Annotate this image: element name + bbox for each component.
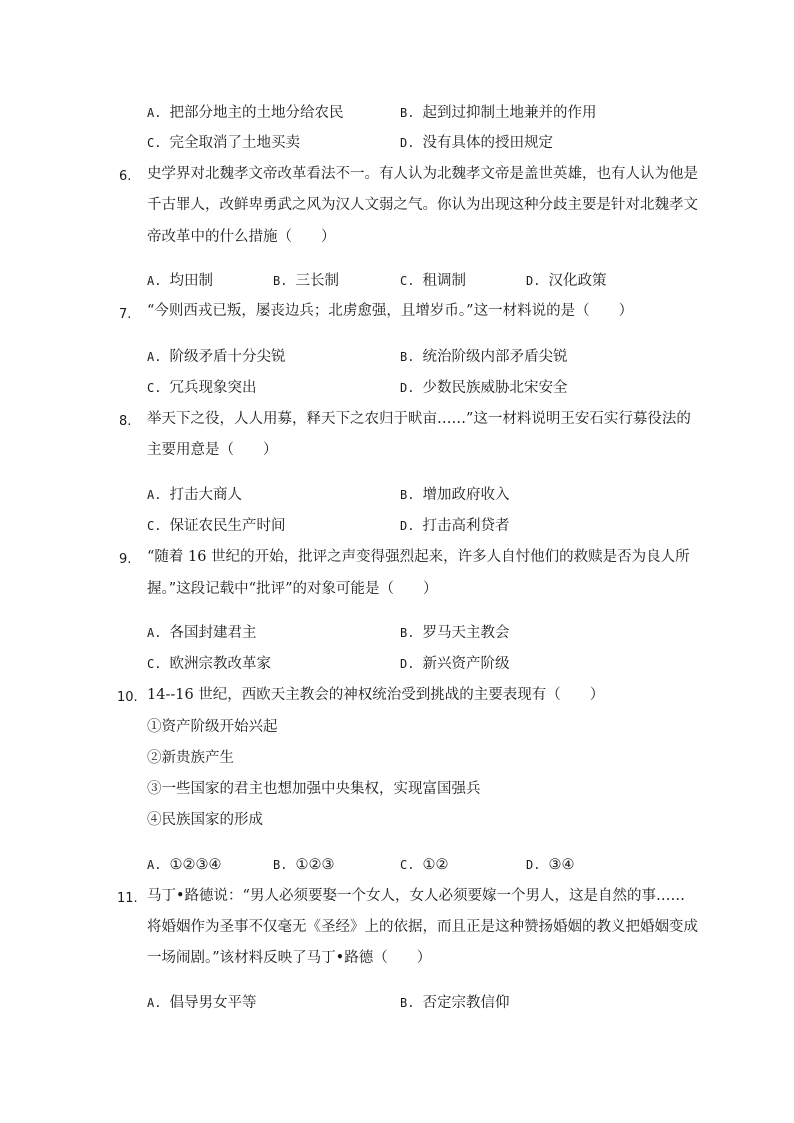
q5-option-b: [400, 103, 596, 123]
q6-option-b: [273, 271, 339, 291]
option-text: 各国封建君主: [169, 625, 257, 641]
q5-option-d: [400, 133, 553, 153]
option-text: 否定宗教信仰: [422, 995, 510, 1011]
option-text: 统治阶级内部矛盾尖锐: [422, 349, 568, 365]
question-11-text-line: 一场闹剧。”该材料反映了马丁•路德（ ）: [147, 950, 432, 966]
option-text: 倡导男女平等: [169, 995, 257, 1011]
option-label: B.: [273, 274, 288, 288]
option-label: A.: [147, 626, 162, 640]
statement-item: ④民族国家的形成: [147, 812, 263, 828]
option-text: 打击大商人: [169, 487, 242, 503]
option-text: 起到过抑制土地兼并的作用: [422, 105, 597, 121]
option-label: A.: [147, 488, 162, 502]
option-label: B.: [400, 488, 415, 502]
option-label: D.: [400, 136, 415, 150]
question-number: 8.: [119, 414, 132, 429]
question-6-text-line: 帝改革中的什么措施（ ）: [147, 229, 336, 245]
q7-option-c: [147, 378, 256, 398]
option-label: B.: [400, 996, 415, 1010]
option-text: 汉化政策: [548, 273, 607, 289]
question-number: 9.: [119, 552, 132, 567]
option-text: ①②: [422, 857, 449, 873]
option-label: C.: [147, 657, 162, 671]
option-text: 少数民族威胁北宋安全: [422, 380, 568, 396]
option-label: C.: [147, 136, 162, 150]
q10-option-d: [526, 855, 574, 875]
question-9-text-line: 握。”这段记载中“批评”的对象可能是（ ）: [147, 581, 438, 597]
q10-option-b: [273, 855, 334, 875]
option-label: A.: [147, 350, 162, 364]
question-7-text-line: “今则西戎已叛，屡丧边兵；北虏愈强，且增岁币。”这一材料说的是（ ）: [147, 303, 634, 319]
statement-item: ②新贵族产生: [147, 750, 234, 766]
q9-option-a: [147, 623, 256, 643]
option-text: 三长制: [295, 273, 339, 289]
option-label: A.: [147, 106, 162, 120]
option-label: C.: [147, 381, 162, 395]
q7-option-a: [147, 347, 285, 367]
question-number: 10.: [117, 690, 138, 705]
question-9-text-line: “随着 16 世纪的开始，批评之声变得强烈起来，许多人自忖他们的救赎是否为良人所: [147, 549, 690, 565]
q7-option-d: [400, 378, 567, 398]
question-number: 6.: [119, 169, 132, 184]
question-6-text-line: 千古罪人，改鲜卑勇武之风为汉人文弱之气。你认为出现这种分歧主要是针对北魏孝文: [147, 197, 698, 213]
question-number: 11.: [117, 891, 138, 906]
option-label: A.: [147, 274, 162, 288]
option-label: D.: [400, 381, 415, 395]
question-10-text-line: 14--16 世纪，西欧天主教会的神权统治受到挑战的主要表现有（ ）: [147, 687, 605, 703]
statement-item: ①资产阶级开始兴起: [147, 719, 278, 735]
option-text: ①②③④: [169, 857, 222, 873]
option-label: C.: [147, 519, 162, 533]
option-label: C.: [400, 858, 415, 872]
q6-option-a: [147, 271, 213, 291]
q6-option-d: [526, 271, 606, 291]
option-label: D.: [526, 274, 541, 288]
option-text: 阶级矛盾十分尖锐: [169, 349, 286, 365]
q11-option-b: [400, 993, 509, 1013]
option-text: 罗马天主教会: [422, 625, 510, 641]
question-11-text-line: 马丁•路德说：“男人必须要娶一个女人，女人必须要嫁一个男人，这是自然的事……: [147, 888, 685, 904]
question-8-text-line: 举天下之役，人人用募，释天下之农归于畎亩……”这一材料说明王安石实行募役法的: [147, 411, 691, 427]
option-text: 均田制: [169, 273, 213, 289]
option-text: 把部分地主的土地分给农民: [169, 105, 344, 121]
option-text: 欧洲宗教改革家: [169, 656, 271, 672]
option-label: A.: [147, 858, 162, 872]
q6-option-c: [400, 271, 466, 291]
option-label: B.: [400, 350, 415, 364]
q8-option-c: [147, 516, 285, 536]
question-6-text-line: 史学界对北魏孝文帝改革看法不一。有人认为北魏孝文帝是盖世英雄，也有人认为他是: [147, 166, 698, 182]
option-label: D.: [400, 519, 415, 533]
option-text: ③④: [548, 857, 575, 873]
option-text: 冗兵现象突出: [169, 380, 257, 396]
q9-option-d: [400, 654, 509, 674]
option-label: D.: [526, 858, 541, 872]
q8-option-d: [400, 516, 509, 536]
option-text: 完全取消了土地买卖: [169, 135, 300, 151]
q5-option-c: [147, 133, 300, 153]
option-text: 新兴资产阶级: [422, 656, 510, 672]
q8-option-b: [400, 485, 509, 505]
statement-item: ③一些国家的君主也想加强中央集权，实现富国强兵: [147, 781, 481, 797]
option-label: C.: [400, 274, 415, 288]
q7-option-b: [400, 347, 567, 367]
option-text: 保证农民生产时间: [169, 518, 286, 534]
option-label: D.: [400, 657, 415, 671]
option-text: 打击高利贷者: [422, 518, 510, 534]
q10-option-a: [147, 855, 221, 875]
q5-option-a: [147, 103, 343, 123]
q10-option-c: [400, 855, 448, 875]
q9-option-c: [147, 654, 271, 674]
question-11-text-line: 将婚姻作为圣事不仅毫无《圣经》上的依据，而且正是这种赞扬婚姻的教义把婚姻变成: [147, 919, 698, 935]
option-label: A.: [147, 996, 162, 1010]
option-label: B.: [400, 626, 415, 640]
option-text: 增加政府收入: [422, 487, 510, 503]
option-text: 租调制: [422, 273, 466, 289]
option-label: B.: [400, 106, 415, 120]
option-label: B.: [273, 858, 288, 872]
option-text: ①②③: [295, 857, 335, 873]
q11-option-a: [147, 993, 256, 1013]
question-number: 7.: [119, 307, 132, 322]
option-text: 没有具体的授田规定: [422, 135, 553, 151]
q8-option-a: [147, 485, 242, 505]
q9-option-b: [400, 623, 509, 643]
question-8-text-line: 主要用意是（ ）: [147, 442, 278, 458]
